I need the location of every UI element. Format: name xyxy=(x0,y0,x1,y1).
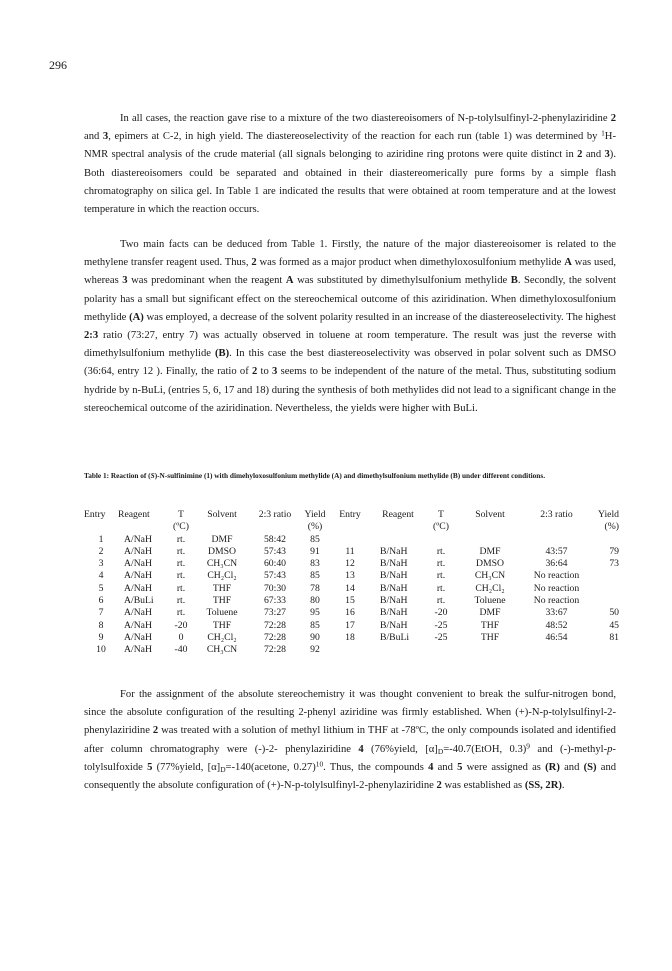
cell-right-t: rt. xyxy=(436,558,446,570)
cell-left-t: rt. xyxy=(176,570,186,582)
table-row xyxy=(84,632,619,644)
cell-left-reagent: A/NaH xyxy=(124,558,152,570)
paragraph-2: Two main facts can be deduced from Table 1. Firstly, the nature of the major diastereoisomer is related to the methylene transfer reagent used. Thus, 2 was formed as a major product when dimethyloxosulfonium methylide A was used, whereas 3 was predominant when the reagent A was substituted by dimethylsulfonium methylide B. Secondly, the solvent polarity has a small but significant effect on the stereochemical outcome of this aziridination. When dimethyloxosulfonium methylide (A) was employed, a decrease of the solvent polarity resulted in an increase of the diastereoselectivity. The highest 2:3 ratio (73:27, entry 7) was actually observed in toluene at room temperature. The result was just the reverse with dimethylsulfonium methylide (B). In this case the best diastereoselectivity was observed in polar solvent such as DMSO (36:64, entry 12 ). Finally, the ratio of 2 to 3 seems to be independent of the nature of the metal. Thus, substituting sodium hydride by n-BuLi, (entries 5, 6, 17 and 18) during the synthesis of both methylides did not lead to a significant change in the stereochemical outcome of the aziridination. Nevertheless, the yields were higher with BuLi. xyxy=(84,239,617,414)
table-header-row xyxy=(84,509,619,521)
cell-left-yield: 83 xyxy=(310,558,320,570)
cell-right-t: rt. xyxy=(436,582,446,594)
cell-left-ratio: 73:27 xyxy=(263,607,287,619)
header-entry: Entry xyxy=(339,509,361,520)
cell-right-entry: 16 xyxy=(345,607,355,619)
cell-right-t xyxy=(426,534,456,546)
cell-left-ratio: 67:33 xyxy=(263,595,287,607)
cell-left-t: 0 xyxy=(178,631,184,643)
cell-right-solvent: THF xyxy=(480,619,500,631)
cell-left-solvent: THF xyxy=(212,582,232,594)
cell-left-ratio: 57:43 xyxy=(263,570,287,582)
table-row xyxy=(84,607,619,619)
cell-right-t: rt. xyxy=(436,595,446,607)
cell-left-solvent: CH₂Cl₂ xyxy=(207,570,237,582)
cell-left-entry: 5 xyxy=(98,582,104,594)
cell-right-yield: 45 xyxy=(609,619,619,631)
cell-left-entry: 7 xyxy=(98,607,104,619)
table-caption: Table 1: Reaction of (S)-N-sulfinimine (1) with dimehyloxosulfonium methylide (A) and dimethylsulfonium methylide (B) under different conditions. xyxy=(84,471,546,480)
header-entry: Entry xyxy=(84,509,106,520)
cell-left-reagent: A/BuLi xyxy=(124,595,154,607)
cell-left-solvent: DMSO xyxy=(208,545,236,557)
cell-right-reagent: B/NaH xyxy=(380,607,408,619)
paragraph-3: For the assignment of the absolute stereochemistry it was thought convenient to break the sulfur-nitrogen bond, since the absolute configuration of the resulting 2-phenyl aziridine was firmly established. When (+)-N-p-tolylsulfinyl-2-phenylaziridine 2 was treated with a solution of methyl lithium in THF at -78ºC, the only compounds isolated and identified after column chromatography were (-)-2- phenylaziridine 4 (76%yield, $[\alpha]_D=-40.7(EtOH$, 0.3)$^9$ and (-)-methyl-p-tolylsulfoxide 5 (77%yield, $[\alpha]_D=-140(acetone$, 0.27)$^{10}$. Thus, the compounds 4 and 5 were assigned as (R) and (S) and consequently the absolute configuration of (+)-N-p-tolylsulfinyl-2-phenylaziridine 2 was established as (SS, 2R). xyxy=(84,689,617,792)
cell-left-ratio: 72:28 xyxy=(263,644,287,656)
cell-right-entry: 11 xyxy=(345,545,355,557)
cell-left-t: rt. xyxy=(176,558,186,570)
cell-left-reagent: A/NaH xyxy=(124,533,152,545)
cell-left-yield: 90 xyxy=(310,631,320,643)
cell-right-yield: 79 xyxy=(609,545,619,557)
header-yield-unit: (%) xyxy=(307,521,323,533)
cell-left-entry: 8 xyxy=(98,619,104,631)
table-row xyxy=(84,558,619,570)
cell-right-reagent: B/NaH xyxy=(380,595,408,607)
cell-right-reagent xyxy=(370,644,426,656)
header-solvent: Solvent xyxy=(475,509,505,520)
cell-right-yield: 50 xyxy=(609,607,619,619)
cell-left-t: rt. xyxy=(176,595,186,607)
header-reagent: Reagent xyxy=(382,509,414,520)
cell-right-ratio: No reaction xyxy=(533,595,580,607)
header-yield: Yield xyxy=(304,509,326,520)
cell-right-reagent: B/NaH xyxy=(380,570,408,582)
cell-right-yield: 81 xyxy=(609,631,619,643)
cell-left-yield: 80 xyxy=(310,595,320,607)
cell-right-solvent xyxy=(456,644,524,656)
cell-right-t: -25 xyxy=(434,619,448,631)
header-reagent: Reagent xyxy=(118,509,150,520)
cell-right-reagent: B/NaH xyxy=(380,582,408,594)
cell-right-yield xyxy=(589,595,619,607)
table-row xyxy=(84,644,619,656)
header-temperature-unit: (ºC) xyxy=(433,521,449,533)
results-table xyxy=(84,509,619,657)
table-body xyxy=(84,509,619,657)
cell-left-entry: 9 xyxy=(98,631,104,643)
cell-right-solvent: Toluene xyxy=(474,595,506,607)
cell-right-reagent xyxy=(370,534,426,546)
cell-right-ratio: 43:57 xyxy=(545,545,568,557)
cell-left-reagent: A/NaH xyxy=(124,619,152,631)
cell-left-t: rt. xyxy=(176,582,186,594)
cell-right-entry: 17 xyxy=(345,619,355,631)
cell-right-yield xyxy=(589,644,619,656)
cell-left-yield: 85 xyxy=(310,570,320,582)
cell-right-solvent: DMF xyxy=(479,607,501,619)
cell-right-ratio: No reaction xyxy=(533,582,580,594)
cell-left-entry: 6 xyxy=(98,595,104,607)
cell-right-t: -25 xyxy=(434,631,448,643)
cell-right-entry: 15 xyxy=(345,595,355,607)
cell-left-ratio: 58:42 xyxy=(263,533,287,545)
cell-left-solvent: CH₃CN xyxy=(206,558,238,570)
cell-right-entry xyxy=(330,534,370,546)
cell-right-ratio: 48:52 xyxy=(545,619,568,631)
header-temperature-unit: (ºC) xyxy=(173,521,189,533)
cell-right-reagent: B/NaH xyxy=(380,558,408,570)
header-temperature: T xyxy=(178,509,184,520)
table-row xyxy=(84,546,619,558)
cell-left-ratio: 72:28 xyxy=(263,619,287,631)
cell-left-solvent: DMF xyxy=(211,533,233,545)
cell-right-yield xyxy=(589,583,619,595)
cell-left-yield: 92 xyxy=(310,644,320,656)
cell-right-reagent: B/NaH xyxy=(380,545,408,557)
cell-left-solvent: CH₂Cl₂ xyxy=(207,631,237,643)
cell-right-ratio: 36:64 xyxy=(545,558,568,570)
cell-left-yield: 78 xyxy=(310,582,320,594)
header-temperature: T xyxy=(438,509,444,520)
cell-left-t: rt. xyxy=(176,533,186,545)
page-number: 296 xyxy=(49,58,67,72)
cell-right-entry: 14 xyxy=(345,582,355,594)
cell-left-reagent: A/NaH xyxy=(124,631,152,643)
cell-left-t: -40 xyxy=(174,644,188,656)
cell-right-ratio xyxy=(524,644,589,656)
paragraph-1: In all cases, the reaction gave rise to a mixture of the two diastereoisomers of N-p-tolylsulfinyl-2-phenylaziridine 2 and 3, epimers at C-2, in high yield. The diastereoselectivity of the reaction for each run (table 1) was determined by $^1$H-NMR spectral analysis of the crude material (all signals belonging to aziridine ring protons were quite distinct in 2 and 3). Both diastereoisomers could be separated and obtained in their diastereomerically pure forms by a simple flash chromatography on silica gel. In Table 1 are indicated the results that were obtained at room temperature and at the lowest temperature in which the reaction occurs. xyxy=(84,113,616,216)
cell-right-solvent: DMSO xyxy=(476,558,504,570)
cell-right-t: rt. xyxy=(436,545,446,557)
cell-right-solvent: CH₂Cl₂ xyxy=(475,582,505,594)
cell-left-solvent: CH₃CN xyxy=(206,644,238,656)
cell-right-solvent: DMF xyxy=(479,545,501,557)
cell-left-reagent: A/NaH xyxy=(124,582,152,594)
cell-left-entry: 1 xyxy=(98,533,104,545)
cell-right-t: rt. xyxy=(436,570,446,582)
cell-left-reagent: A/NaH xyxy=(124,545,152,557)
table-row xyxy=(84,534,619,546)
cell-left-yield: 85 xyxy=(310,533,320,545)
cell-left-yield: 85 xyxy=(310,619,320,631)
cell-right-reagent: B/NaH xyxy=(380,619,408,631)
cell-left-reagent: A/NaH xyxy=(124,644,152,656)
table-row xyxy=(84,595,619,607)
cell-left-solvent: THF xyxy=(212,619,232,631)
cell-left-ratio: 60:40 xyxy=(263,558,287,570)
cell-left-entry: 10 xyxy=(96,644,106,656)
cell-right-yield xyxy=(589,534,619,546)
table-row xyxy=(84,620,619,632)
cell-right-solvent: CH₃CN xyxy=(474,570,506,582)
cell-right-t xyxy=(426,644,456,656)
cell-left-entry: 2 xyxy=(98,545,104,557)
header-solvent: Solvent xyxy=(207,509,237,520)
cell-left-yield: 91 xyxy=(310,545,320,557)
cell-left-t: -20 xyxy=(174,619,188,631)
cell-right-entry: 13 xyxy=(345,570,355,582)
table-row xyxy=(84,583,619,595)
cell-left-solvent: Toluene xyxy=(206,607,238,619)
cell-left-t: rt. xyxy=(176,607,186,619)
header-ratio: 2:3 ratio xyxy=(258,509,292,520)
cell-right-ratio: 46:54 xyxy=(545,631,568,643)
cell-left-entry: 4 xyxy=(98,570,104,582)
cell-right-ratio: No reaction xyxy=(533,570,580,582)
cell-right-reagent: B/BuLi xyxy=(380,631,410,643)
cell-right-t: -20 xyxy=(434,607,448,619)
cell-right-ratio: 33:67 xyxy=(545,607,568,619)
cell-left-t: rt. xyxy=(176,545,186,557)
cell-left-reagent: A/NaH xyxy=(124,607,152,619)
cell-right-entry: 12 xyxy=(345,558,355,570)
header-ratio: 2:3 ratio xyxy=(540,509,573,520)
header-yield-unit: (%) xyxy=(604,521,619,533)
header-yield: Yield xyxy=(598,509,619,520)
cell-right-yield xyxy=(589,570,619,582)
cell-right-entry: 18 xyxy=(345,631,355,643)
table-row xyxy=(84,570,619,582)
cell-right-ratio xyxy=(524,534,589,546)
cell-right-yield: 73 xyxy=(609,558,619,570)
table-units-row xyxy=(84,521,619,533)
cell-left-ratio: 57:43 xyxy=(263,545,287,557)
cell-left-entry: 3 xyxy=(98,558,104,570)
cell-left-ratio: 72:28 xyxy=(263,631,287,643)
cell-right-entry xyxy=(330,644,370,656)
cell-left-yield: 95 xyxy=(310,607,320,619)
cell-left-solvent: THF xyxy=(212,595,232,607)
cell-right-solvent: THF xyxy=(480,631,500,643)
cell-left-ratio: 70:30 xyxy=(263,582,287,594)
cell-right-solvent xyxy=(456,534,524,546)
cell-left-reagent: A/NaH xyxy=(124,570,152,582)
